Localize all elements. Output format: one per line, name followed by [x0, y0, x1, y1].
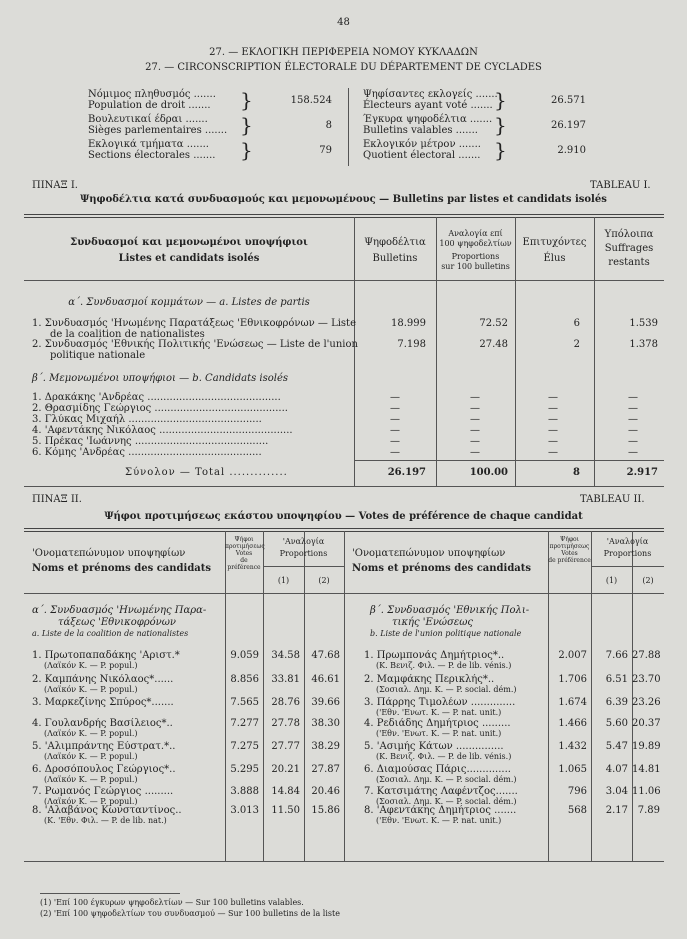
t2-prop2: 27.88 [632, 650, 661, 661]
t2-candidate-party: ('Εθν. 'Ενωτ. Κ. — P. nat. unit.) [376, 729, 502, 738]
t1-dash: — [470, 414, 480, 425]
t1-dash: — [548, 425, 558, 436]
t1-dash: — [470, 392, 480, 403]
t2-prop1: 6.51 [605, 674, 628, 685]
t2-votes: 1.674 [558, 697, 587, 708]
t2-prop2: 38.29 [311, 741, 340, 752]
t1-dash: — [470, 447, 480, 458]
t2-left-head-fr: Noms et prénoms des candidats [32, 563, 212, 574]
t2-prop2: 20.37 [632, 718, 661, 729]
t2-candidate-name: 2. Μαμφάκης Περικλής*.. [364, 674, 495, 685]
summary-label-gr: Εκλογικά τμήματα ....... [88, 139, 209, 150]
footnote-rule [40, 893, 180, 894]
t1-isolated-candidate: 3. Γλύκας Μιχαήλ .......................................... [32, 414, 262, 425]
t1-row-label: 2. Συνδυασμός 'Εθνικής Πολιτικής 'Ενώσεως — Liste de l'union [32, 339, 358, 350]
t1-col-rest-gr: Υπόλοιπα [604, 229, 654, 240]
table1-label-gr: ΠΙΝΑΞ Ι. [32, 180, 78, 191]
t1-col-bulletins-gr: Ψηφοδέλτια [364, 237, 426, 248]
t2-candidate-name: 4. Γουλανδρής Βασίλειος*.. [32, 718, 173, 729]
t2-candidate-name: 6. Δροσόπουλος Γεώργιος*.. [32, 764, 176, 775]
t1-dash: — [628, 392, 638, 403]
t2-right-section-gr2: τικής 'Ενώσεως [392, 617, 474, 628]
t1-total-bulletins: 26.197 [387, 467, 426, 478]
t2-votes: 7.565 [230, 697, 259, 708]
t2-right-section-gr: β΄. Συνδυασμός 'Εθνικής Πολι- [370, 605, 530, 616]
table2-label-gr: ΠΙΝΑΞ ΙΙ. [32, 494, 82, 505]
t1-dash: — [470, 403, 480, 414]
t1-row-prop: 27.48 [479, 339, 508, 350]
t2-candidate-name: 7. Ρωμανός Γεώργιος ......... [32, 786, 174, 797]
t2-candidate-name: 5. 'Αλιμπράντης Εύστρατ.*.. [32, 741, 176, 752]
t2-votes: 2.007 [558, 650, 587, 661]
t1-dash: — [628, 425, 638, 436]
t2-candidate-party: (Λαϊκόν Κ. — P. popul.) [44, 661, 138, 670]
votes-head-line: Votes [561, 550, 578, 557]
t2-left-prop-fr: Proportions [279, 549, 328, 558]
t2-prop1: 2.17 [605, 805, 628, 816]
summary-value: 8 [325, 120, 332, 131]
t2-votes: 1.706 [558, 674, 587, 685]
t1-dash: — [548, 392, 558, 403]
t2-right-head-fr: Noms et prénoms des candidats [352, 563, 532, 574]
brace: } [240, 138, 253, 162]
votes-head-line: Ψήφοι [234, 536, 254, 543]
summary-value: 158.524 [290, 95, 332, 106]
t2-left-prop-gr: 'Αναλογία [282, 537, 325, 546]
t1-row-elus: 6 [573, 318, 580, 329]
votes-head-line: de préférence [227, 557, 261, 571]
t1-dash: — [548, 447, 558, 458]
t2-votes: 796 [567, 786, 587, 797]
brace: } [240, 88, 253, 112]
t2-candidate-name: 1. Πρωτοπαπαδάκης 'Αριστ.* [32, 650, 180, 661]
t1-dash: — [548, 436, 558, 447]
votes-head-line: de préférence [548, 557, 591, 564]
t1-dash: — [470, 425, 480, 436]
t2-left-votes-head [225, 536, 263, 592]
t2-left-head-gr: 'Ονοματεπώνυμον υποψηφίων [32, 548, 186, 559]
t2-candidate-party: (Κ. Βενιζ. Φιλ. — P. de lib. vénis.) [376, 661, 512, 670]
t1-total-rest: 2.917 [626, 467, 658, 478]
t1-isolated-candidate: 6. Κόμης 'Ανδρέας .......................................... [32, 447, 262, 458]
t2-votes: 3.888 [230, 786, 259, 797]
t1-col-prop-gr2: 100 ψηφοδελτίων [439, 239, 512, 248]
t2-prop2: 15.86 [311, 805, 340, 816]
t2-candidate-name: 8. 'Αφεντάκης Δημήτριος ....... [364, 805, 517, 816]
summary-divider [348, 88, 349, 166]
title-french: 27. — CIRCONSCRIPTION ÉLECTORALE DU DÉPARTEMENT DE CYCLADES [145, 62, 542, 73]
summary-value: 2.910 [557, 145, 586, 156]
t1-total-elus: 8 [573, 467, 580, 478]
t2-left-section-gr: α΄. Συνδυασμός 'Ηνωμένης Παρα- [32, 605, 207, 616]
t2-candidate-name: 6. Διαμούσας Πάρις.............. [364, 764, 511, 775]
t1-row-rest: 1.539 [629, 318, 658, 329]
table2-caption: Ψήφοι προτιμήσεως εκάστου υποψηφίου — Votes de préférence de chaque candidat [104, 511, 583, 522]
table1-head-rule [24, 280, 664, 281]
t2-prop2: 46.61 [311, 674, 340, 685]
t2-votes: 5.295 [230, 764, 259, 775]
t1-isolated-candidate: 2. Θρασμίδης Γεώργιος .......................................... [32, 403, 288, 414]
t2-candidate-party: (Λαϊκόν Κ. — P. popul.) [44, 729, 138, 738]
t1-row-elus: 2 [573, 339, 580, 350]
votes-head-line: προτιμήσεως [225, 543, 265, 550]
summary-value: 26.197 [551, 120, 586, 131]
votes-head-line: Ψήφοι [559, 536, 580, 543]
t2-candidate-name: 3. Μαρκεζίνης Σπύρος*....... [32, 697, 174, 708]
t2-prop2: 20.46 [311, 786, 340, 797]
t1-col-bulletins-fr: Bulletins [372, 253, 418, 264]
t2-prop1: 3.04 [605, 786, 628, 797]
t2-candidate-name: 7. Κατσιμάτης Λαφέντζος....... [364, 786, 518, 797]
brace: } [494, 113, 507, 137]
t1-dash: — [390, 425, 400, 436]
t1-dash: — [628, 403, 638, 414]
table2-divider [344, 531, 345, 861]
t2-prop1: 4.07 [605, 764, 628, 775]
t2-left-section-gr2: τάξεως 'Εθνικοφρόνων [58, 617, 176, 628]
t2-candidate-party: (Σοσιαλ. Δημ. Κ. — P. social. dém.) [376, 797, 517, 806]
t2-prop2: 7.89 [637, 805, 660, 816]
t1-col-elus-fr: Élus [543, 253, 566, 264]
t2-candidate-party: (Λαϊκόν Κ. — P. popul.) [44, 797, 138, 806]
footnote-1: (1) 'Επί 100 έγκυρων ψηφοδελτίων — Sur 100 bulletins valables. [40, 898, 304, 907]
t1-row-label: 1. Συνδυασμός 'Ηνωμένης Παρατάξεως 'Εθνικοφρόνων — Liste [32, 318, 356, 329]
t2-prop2: 23.70 [632, 674, 661, 685]
t2-prop2: 39.66 [311, 697, 340, 708]
table1-label-fr: TABLEAU I. [590, 180, 651, 191]
t1-section-a: α΄. Συνδυασμοί κομμάτων — a. Listes de partis [68, 297, 310, 308]
votes-head-line: προτιμήσεως [549, 543, 590, 550]
t1-isolated-candidate: 5. Πρέκας 'Ιωάννης .......................................... [32, 436, 269, 447]
t1-col-rest-fr2: restants [608, 257, 650, 268]
table1-bottom-rule [24, 486, 664, 487]
t2-prop2: 11.06 [632, 786, 661, 797]
brace: } [494, 138, 507, 162]
t2-prop1: 6.39 [605, 697, 628, 708]
table2-label-fr: TABLEAU II. [580, 494, 645, 505]
t1-row-rest: 1.378 [629, 339, 658, 350]
title-greek: 27. — ΕΚΛΟΓΙΚΗ ΠΕΡΙΦΕΡΕΙΑ ΝΟΜΟΥ ΚΥΚΛΑΔΩΝ [209, 47, 478, 58]
table1-total-rule [354, 460, 664, 461]
t2-candidate-party: (Λαϊκόν Κ. — P. popul.) [44, 685, 138, 694]
page-number: 48 [337, 17, 350, 28]
t1-row-label-cont: politique nationale [50, 350, 146, 361]
t1-dash: — [628, 447, 638, 458]
summary-label-gr: Έγκυρα ψηφοδέλτια ....... [363, 114, 493, 125]
t2-prop1: 28.76 [271, 697, 300, 708]
t2-votes: 8.856 [230, 674, 259, 685]
t2-prop1: 27.78 [271, 718, 300, 729]
t1-dash: — [390, 392, 400, 403]
t2-prop2: 14.81 [632, 764, 661, 775]
t2-left-section-fr: a. Liste de la coalition de nationalistes [32, 629, 189, 638]
t1-isolated-candidate: 1. Δρακάκης 'Ανδρέας .......................................... [32, 392, 281, 403]
t2-candidate-party: (Κ. 'Εθν. Φιλ. — P. de lib. nat.) [44, 816, 167, 825]
t2-right-prop-fr: Proportions [603, 549, 652, 558]
t2-prop1: 27.77 [271, 741, 300, 752]
t1-total-prop: 100.00 [469, 467, 508, 478]
t2-votes: 1.432 [558, 741, 587, 752]
t2-prop1: 5.60 [605, 718, 628, 729]
t1-dash: — [548, 403, 558, 414]
brace: } [494, 88, 507, 112]
table2-bottom-rule [24, 861, 664, 862]
t2-prop2: 23.26 [632, 697, 661, 708]
footnote-2: (2) 'Επί 100 ψηφοδελτίων του συνδυασμού — Sur 100 bulletins de la liste [40, 909, 340, 918]
t2-votes: 9.059 [230, 650, 259, 661]
table2-head-rule [24, 593, 664, 594]
summary-label-fr: Bulletins valables ....... [363, 125, 478, 136]
t2-votes: 568 [567, 805, 587, 816]
table1-top-rule [24, 214, 664, 218]
table2-subhead-rule [263, 566, 344, 567]
summary-label-fr: Électeurs ayant voté ....... [363, 100, 493, 111]
t2-votes: 1.466 [558, 718, 587, 729]
t2-prop2: 27.87 [311, 764, 340, 775]
t1-row-bulletins: 18.999 [391, 318, 426, 329]
t2-candidate-party: ('Εθν. 'Ενωτ. Κ. — P. nat. unit.) [376, 708, 502, 717]
t1-head-gr: Συνδυασμοί και μεμονωμένοι υποψήφιοι [70, 237, 308, 248]
t1-dash: — [390, 414, 400, 425]
t2-left-col2: (2) [318, 576, 330, 585]
t2-candidate-name: 4. Ρεδιάδης Δημήτριος ......... [364, 718, 511, 729]
t1-row-bulletins: 7.198 [397, 339, 426, 350]
t2-candidate-party: (Κ. Βενιζ. Φιλ. — P. de lib. vénis.) [376, 752, 512, 761]
summary-label-gr: Βουλευτικαί έδραι ....... [88, 114, 208, 125]
t2-right-prop-gr: 'Αναλογία [606, 537, 649, 546]
t2-candidate-name: 3. Πάρρης Τιμολέων .............. [364, 697, 516, 708]
t2-right-votes-head [548, 536, 591, 592]
t1-isolated-candidate: 4. 'Αφεντάκης Νικόλαος .......................................... [32, 425, 293, 436]
t2-prop2: 19.89 [632, 741, 661, 752]
t2-candidate-party: ('Εθν. 'Ενωτ. Κ. — P. nat. unit.) [376, 816, 502, 825]
t2-candidate-party: (Λαϊκόν Κ. — P. popul.) [44, 752, 138, 761]
t1-dash: — [470, 436, 480, 447]
t1-col-prop-fr1: Proportions [451, 252, 500, 261]
t2-prop1: 33.81 [271, 674, 300, 685]
summary-label-gr: Εκλογικόν μέτρον ....... [363, 139, 481, 150]
t2-votes: 7.277 [230, 718, 259, 729]
t2-prop1: 20.21 [271, 764, 300, 775]
votes-head-line: Votes [235, 550, 253, 557]
summary-label-fr: Sièges parlementaires ....... [88, 125, 228, 136]
summary-label-gr: Ψηφίσαντες εκλογείς ....... [363, 89, 498, 100]
t2-prop2: 47.68 [311, 650, 340, 661]
t2-candidate-party: (Σοσιαλ. Δημ. Κ. — P. social. dém.) [376, 775, 517, 784]
t1-dash: — [628, 414, 638, 425]
t2-votes: 3.013 [230, 805, 259, 816]
t2-votes: 1.065 [558, 764, 587, 775]
t1-col-prop-fr2: sur 100 bulletins [441, 262, 510, 271]
t1-dash: — [390, 403, 400, 414]
t2-candidate-party: (Σοσιαλ. Δημ. Κ. — P. social. dém.) [376, 685, 517, 694]
t1-dash: — [628, 436, 638, 447]
t2-candidate-party: (Λαϊκόν Κ. — P. popul.) [44, 775, 138, 784]
t2-right-col2: (2) [642, 576, 654, 585]
t1-head-fr: Listes et candidats isolés [118, 253, 260, 264]
t2-candidate-name: 1. Πρωμπονάς Δημήτριος*.. [364, 650, 505, 661]
t2-candidate-name: 5. 'Ασιμής Κάτων ............... [364, 741, 504, 752]
t2-prop1: 7.66 [605, 650, 628, 661]
t2-prop1: 14.84 [271, 786, 300, 797]
table1-caption: Ψηφοδέλτια κατά συνδυασμούς και μεμονωμένους — Bulletins par listes et candidats isolés [80, 194, 607, 205]
t2-candidate-name: 2. Καμπάνης Νικόλαος*...... [32, 674, 174, 685]
summary-label-fr: Quotient électoral ....... [363, 150, 481, 161]
t2-prop1: 5.47 [605, 741, 628, 752]
t1-dash: — [390, 436, 400, 447]
t2-prop2: 38.30 [311, 718, 340, 729]
t1-dash: — [548, 414, 558, 425]
t1-row-label-cont: de la coalition de nationalistes [50, 329, 205, 340]
t1-row-prop: 72.52 [479, 318, 508, 329]
t1-section-b: β΄. Μεμονωμένοι υποψήφιοι — b. Candidats isolés [32, 373, 288, 384]
t1-col-prop-gr1: Αναλογία επί [448, 229, 503, 238]
t2-prop1: 34.58 [271, 650, 300, 661]
t1-col-elus-gr: Επιτυχόντες [522, 237, 587, 248]
t2-votes: 7.275 [230, 741, 259, 752]
t2-prop1: 11.50 [271, 805, 300, 816]
table2-subhead-rule [591, 566, 664, 567]
t1-total-label: Σύνολον — Total .............. [125, 467, 288, 478]
t2-left-col1: (1) [277, 576, 290, 585]
t2-candidate-name: 8. 'Αλαβάνος Κωνσταντίνος.. [32, 805, 182, 816]
t2-right-col1: (1) [605, 576, 618, 585]
summary-label-fr: Sections électorales ....... [88, 150, 216, 161]
t2-right-section-fr: b. Liste de l'union politique nationale [370, 629, 522, 638]
summary-value: 26.571 [551, 95, 586, 106]
summary-value: 79 [319, 145, 332, 156]
summary-label-fr: Population de droit ....... [88, 100, 211, 111]
t1-col-rest-fr1: Suffrages [604, 243, 654, 254]
summary-label-gr: Νόμιμος πληθυσμός ....... [88, 89, 216, 100]
t2-right-head-gr: 'Ονοματεπώνυμον υποψηφίων [352, 548, 506, 559]
t1-dash: — [390, 447, 400, 458]
brace: } [240, 113, 253, 137]
